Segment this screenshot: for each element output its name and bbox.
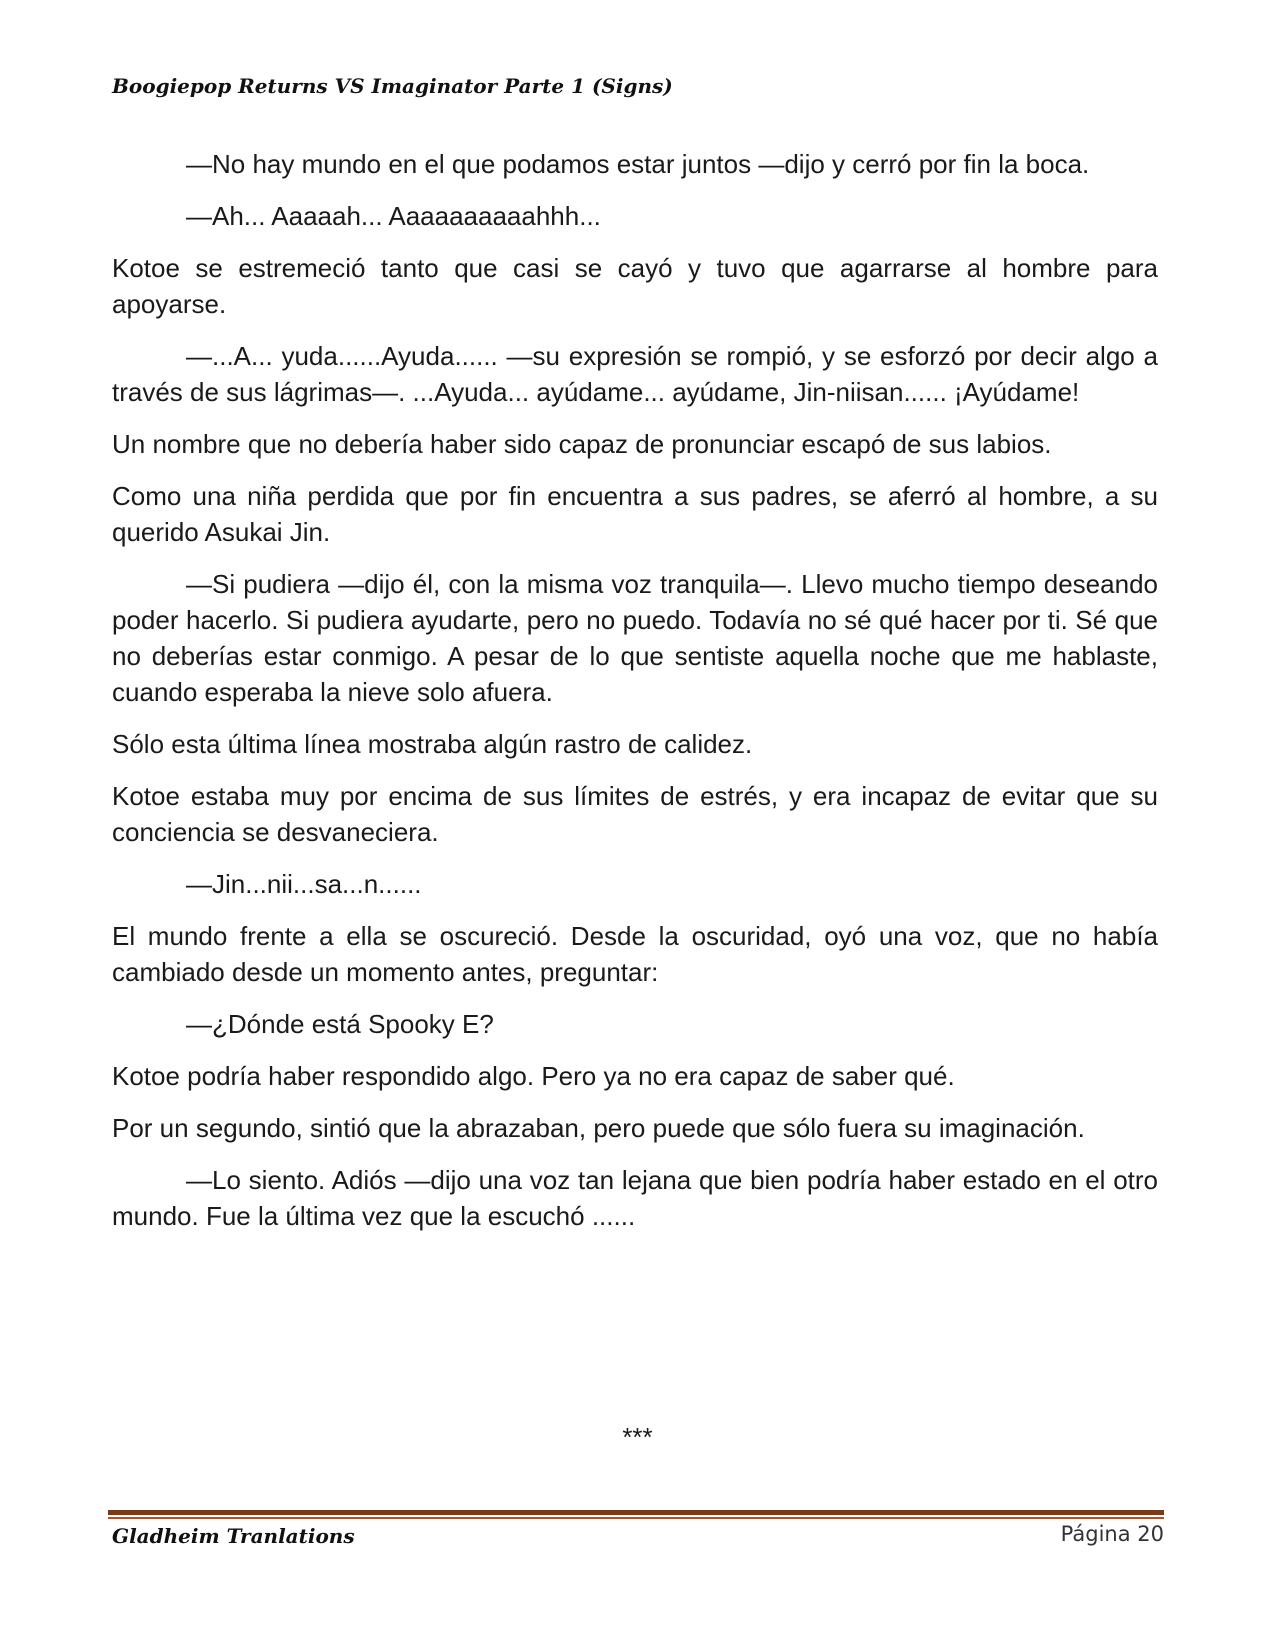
paragraph: —...A... yuda......Ayuda...... —su expresión se rompió, y se esforzó por decir algo a través de sus lágrimas—. ...Ayuda... ayúdame... ayúdame, Jin-niisan...... ¡Ayúdame! <box>112 341 1158 407</box>
page-body <box>112 146 1158 1250</box>
header-title: Boogiepop Returns VS Imaginator Parte 1 (Signs) <box>112 74 673 98</box>
paragraph: —¿Dónde está Spooky E? <box>186 1009 494 1039</box>
footer-divider-thin <box>108 1517 1164 1519</box>
paragraph: —Jin...nii...sa...n...... <box>186 869 422 899</box>
paragraph: Kotoe estaba muy por encima de sus límites de estrés, y era incapaz de evitar que su conciencia se desvaneciera. <box>112 781 1158 847</box>
paragraph: —Ah... Aaaaah... Aaaaaaaaaahhh... <box>186 201 601 231</box>
paragraph: Kotoe se estremeció tanto que casi se cayó y tuvo que agarrarse al hombre para apoyarse. <box>112 253 1158 319</box>
paragraph: Como una niña perdida que por fin encuentra a sus padres, se aferró al hombre, a su querido Asukai Jin. <box>112 481 1158 547</box>
paragraph: —Lo siento. Adiós —dijo una voz tan lejana que bien podría haber estado en el otro mundo. Fue la última vez que la escuchó ...... <box>112 1165 1158 1231</box>
footer-divider-thick <box>108 1510 1164 1515</box>
paragraph: Sólo esta última línea mostraba algún rastro de calidez. <box>112 729 753 759</box>
footer-credit: Gladheim Tranlations <box>112 1524 355 1548</box>
page-number: Página 20 <box>1060 1522 1164 1546</box>
scene-separator: *** <box>622 1422 653 1452</box>
paragraph: —Si pudiera —dijo él, con la misma voz tranquila—. Llevo mucho tiempo deseando poder hacerlo. Si pudiera ayudarte, pero no puedo. Todavía no sé qué hacer por ti. Sé que no deberías estar conmigo. A pesar de lo que sentiste aquella noche que me hablaste, cuando esperaba la nieve solo afuera. <box>112 569 1158 707</box>
paragraph: Un nombre que no debería haber sido capaz de pronunciar escapó de sus labios. <box>112 429 1052 459</box>
paragraph: —No hay mundo en el que podamos estar juntos —dijo y cerró por fin la boca. <box>186 149 1090 179</box>
paragraph: Kotoe podría haber respondido algo. Pero ya no era capaz de saber qué. <box>112 1061 955 1091</box>
paragraph: Por un segundo, sintió que la abrazaban, pero puede que sólo fuera su imaginación. <box>112 1113 1085 1143</box>
footer-divider <box>108 1510 1164 1519</box>
paragraph: El mundo frente a ella se oscureció. Desde la oscuridad, oyó una voz, que no había cambiado desde un momento antes, preguntar: <box>112 921 1158 987</box>
